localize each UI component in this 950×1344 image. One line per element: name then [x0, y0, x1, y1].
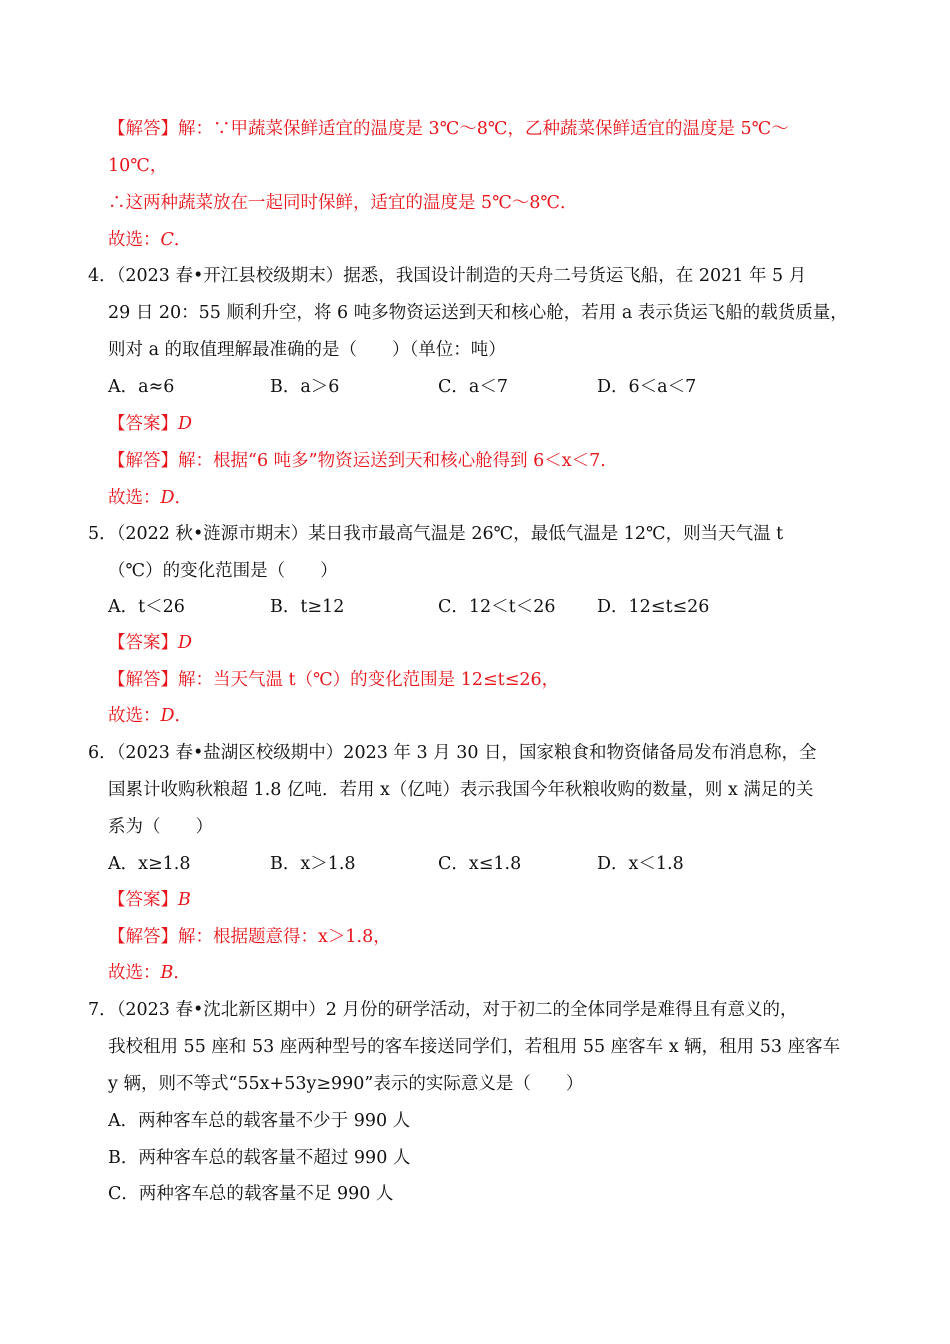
- q6-option-d: D．x＜1.8: [597, 854, 684, 874]
- q6-stem-line1: 6．（2023 春•盐湖区校级期中）2023 年 3 月 30 日，国家粮食和物资储备局发布消息称，全: [88, 743, 817, 763]
- q4-analysis: 【解答】解：根据“6 吨多”物资运送到天和核心舱得到 6＜x＜7.: [108, 451, 606, 471]
- q4-option-b: B．a＞6: [270, 377, 340, 397]
- q4-choose: 故选：D．: [108, 488, 193, 508]
- q5-stem-line2: （℃）的变化范围是（ ）: [108, 561, 338, 581]
- q5-choose: 故选：D．: [108, 706, 193, 726]
- q4-stem-line2: 29 日 20：55 顺利升空，将 6 吨多物资运送到天和核心舱，若用 a 表示货运飞船的载货质量，: [108, 303, 848, 323]
- q7-option-a: A．两种客车总的载客量不少于 990 人: [108, 1111, 411, 1131]
- q4-stem-line3: 则对 a 的取值理解最准确的是（ ）（单位：吨）: [108, 340, 506, 360]
- q7-stem-line3: y 辆，则不等式“55x+53y≥990”表示的实际意义是（ ）: [108, 1074, 584, 1094]
- q6-option-a: A．x≥1.8: [108, 854, 191, 874]
- q7-stem-line2: 我校租用 55 座和 53 座两种型号的客车接送同学们，若租用 55 座客车 x 辆，租用 53 座客车: [108, 1037, 841, 1057]
- q6-analysis: 【解答】解：根据题意得：x＞1.8，: [108, 927, 391, 947]
- q5-option-b: B．t≥12: [270, 597, 345, 617]
- q4-option-a: A．a≈6: [108, 377, 175, 397]
- q6-answer: 【答案】B: [108, 890, 191, 910]
- q3-analysis-line1: 【解答】解：∵甲蔬菜保鲜适宜的温度是 3℃～8℃，乙种蔬菜保鲜适宜的温度是 5℃～: [108, 119, 789, 139]
- q6-option-b: B．x＞1.8: [270, 854, 356, 874]
- q4-answer: 【答案】D: [108, 414, 193, 434]
- q3-analysis-line3: ∴这两种蔬菜放在一起同时保鲜，适宜的温度是 5℃～8℃．: [108, 193, 578, 213]
- q6-stem-line2: 国累计收购秋粮超 1.8 亿吨．若用 x（亿吨）表示我国今年秋粮收购的数量，则 x 满足的关: [108, 780, 814, 800]
- q6-option-c: C．x≤1.8: [438, 854, 522, 874]
- q7-option-b: B．两种客车总的载客量不超过 990 人: [108, 1148, 411, 1168]
- q4-option-d: D．6＜a＜7: [597, 377, 697, 397]
- q5-option-d: D．12≤t≤26: [597, 597, 710, 617]
- q4-stem-line1: 4．（2023 春•开江县校级期末）据悉，我国设计制造的天舟二号货运飞船，在 2021 年 5 月: [88, 266, 807, 286]
- q3-choose: 故选：C．: [108, 230, 192, 250]
- q7-stem-line1: 7．（2023 春•沈北新区期中）2 月份的研学活动，对于初二的全体同学是难得且有意义的，: [88, 1000, 798, 1020]
- q4-option-c: C．a＜7: [438, 377, 508, 397]
- q5-option-c: C．12＜t＜26: [438, 597, 556, 617]
- q5-answer: 【答案】D: [108, 633, 193, 653]
- q3-analysis-line2: 10℃，: [108, 156, 168, 176]
- q5-analysis: 【解答】解：当天气温 t（℃）的变化范围是 12≤t≤26，: [108, 670, 560, 690]
- q5-stem-line1: 5．（2022 秋•涟源市期末）某日我市最高气温是 26℃，最低气温是 12℃，则当天气温 t: [88, 524, 784, 544]
- q6-choose: 故选：B．: [108, 963, 191, 983]
- q7-option-c: C．两种客车总的载客量不足 990 人: [108, 1184, 394, 1204]
- q5-option-a: A．t＜26: [108, 597, 185, 617]
- q6-stem-line3: 系为（ ）: [108, 817, 213, 837]
